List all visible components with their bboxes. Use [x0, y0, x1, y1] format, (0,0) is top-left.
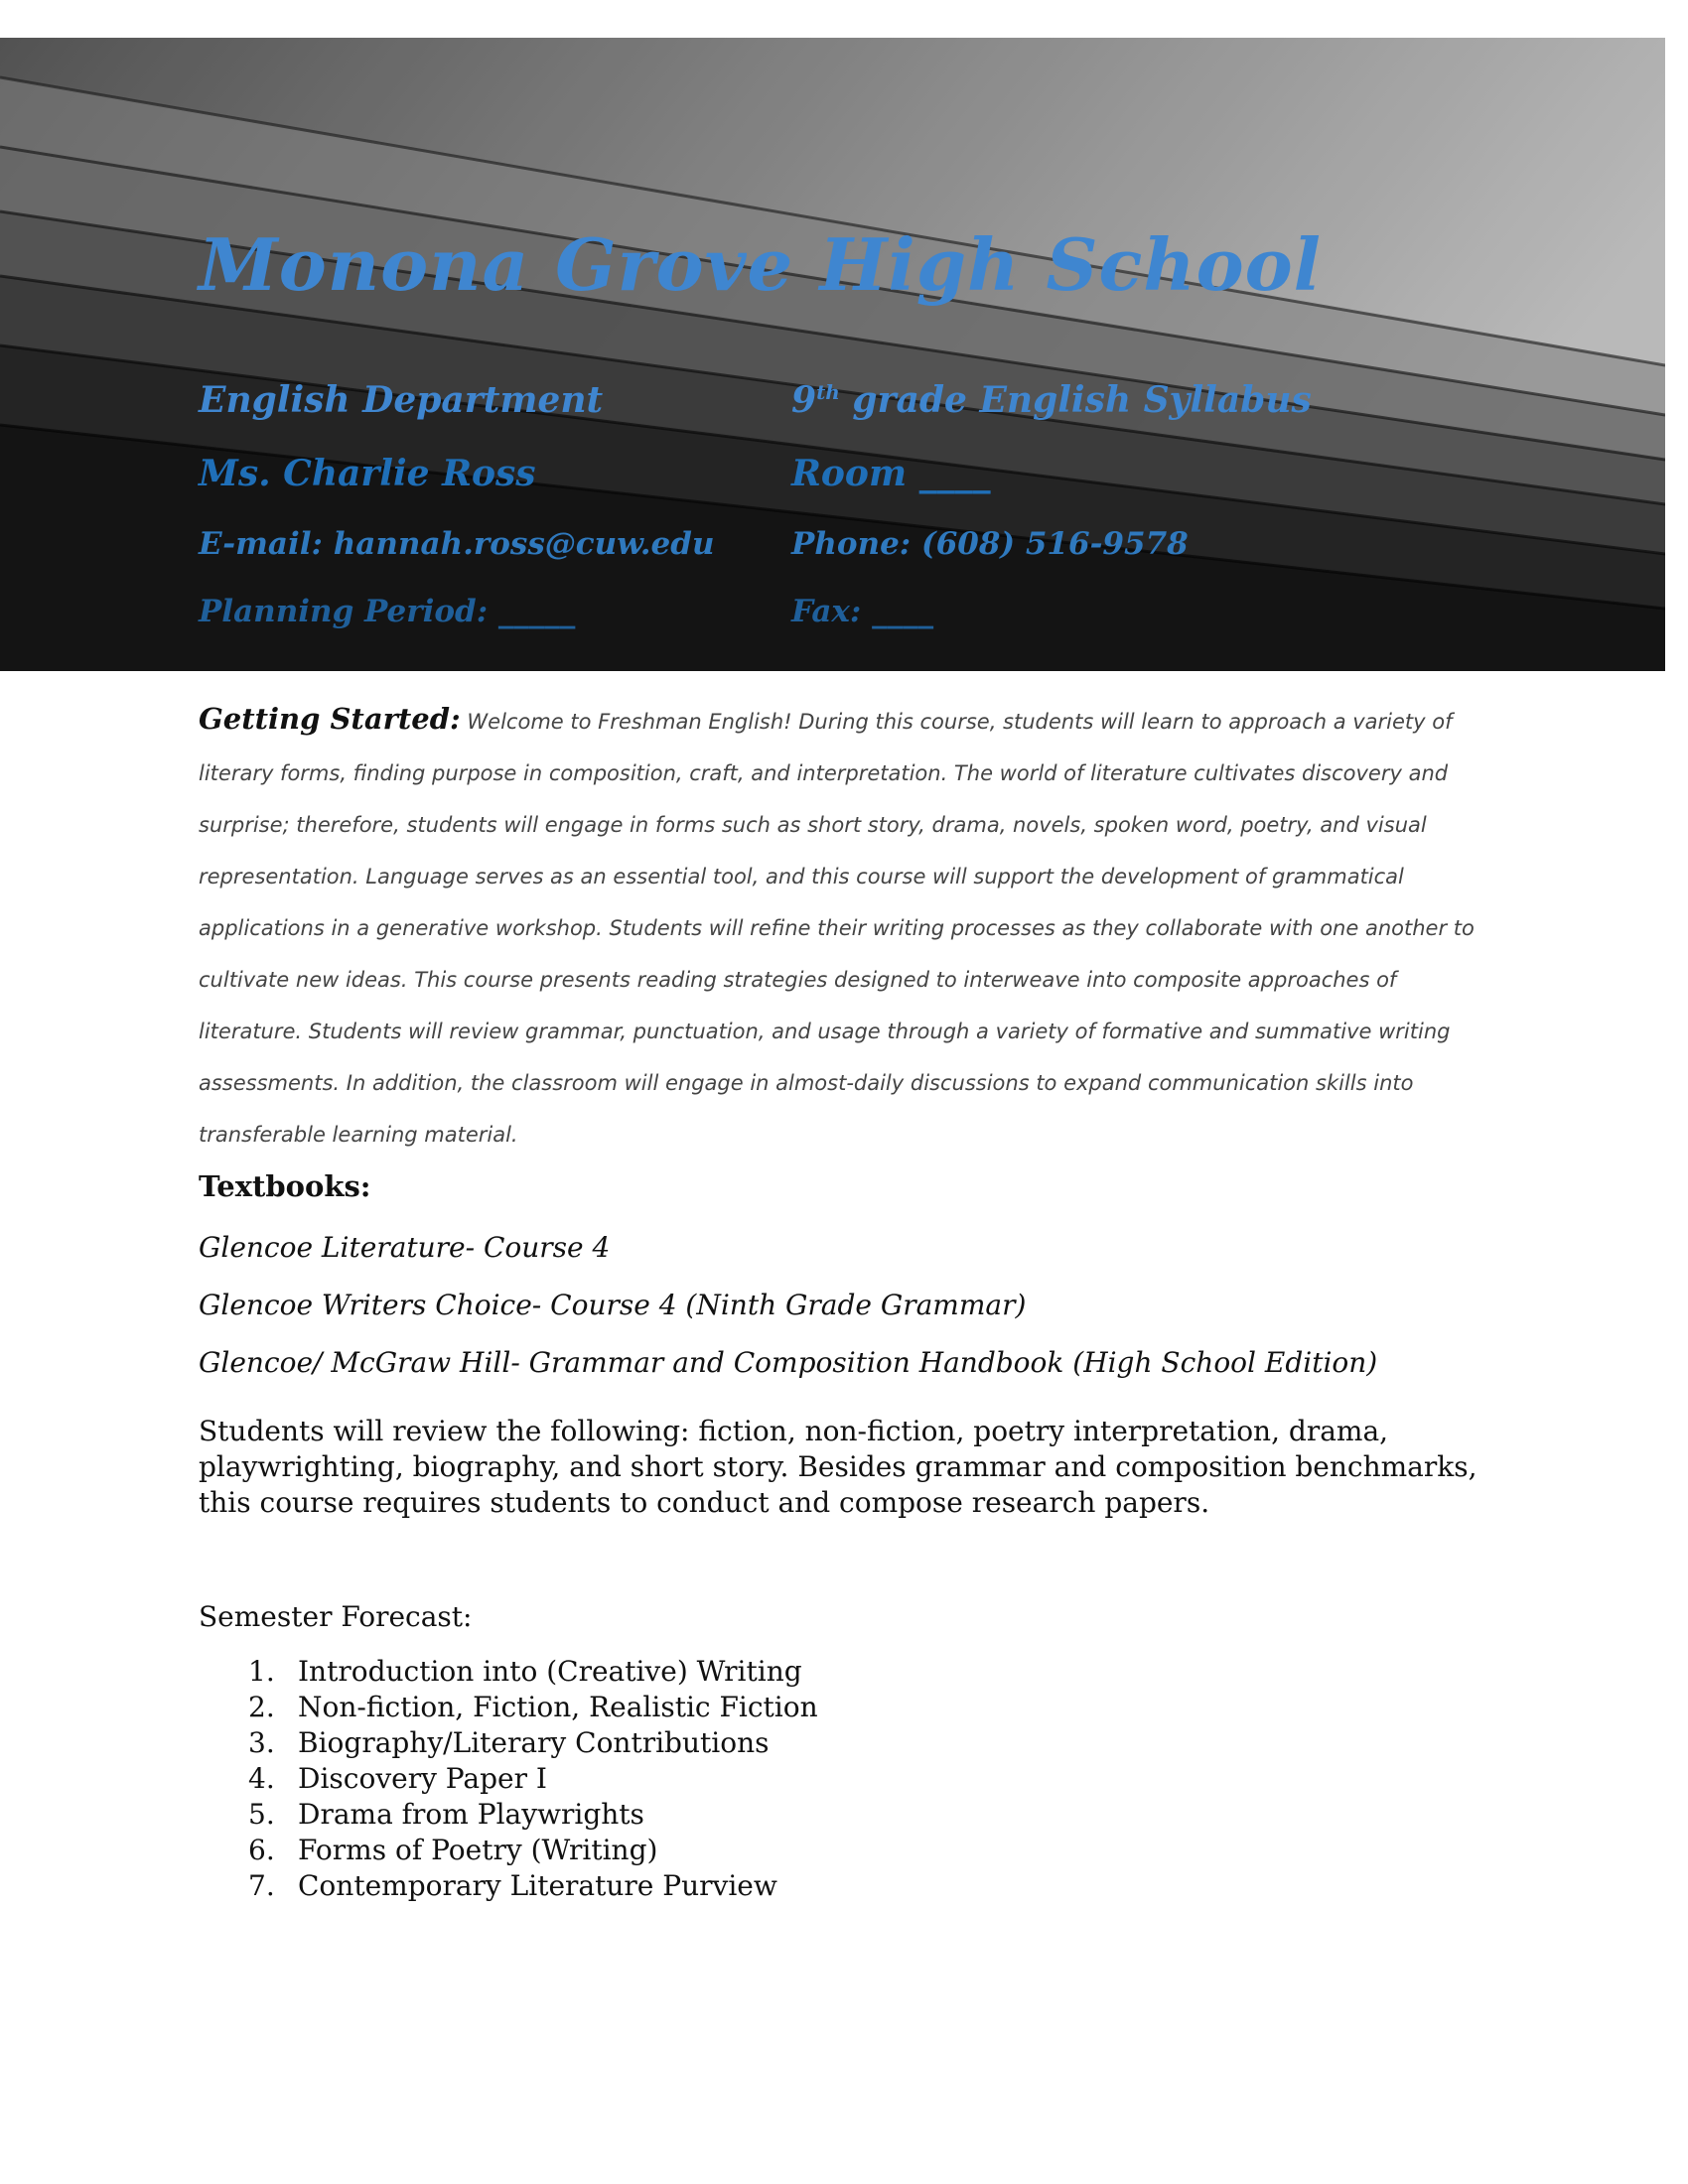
- list-item-text: Contemporary Literature Purview: [298, 1869, 777, 1902]
- getting-started-heading: Getting Started:: [199, 702, 461, 736]
- list-item: [199, 1797, 1092, 1833]
- list-number: 4.: [248, 1762, 275, 1795]
- course-grade-number: 9: [791, 379, 817, 421]
- list-item: [199, 1833, 1092, 1868]
- list-item-text: Introduction into (Creative) Writing: [298, 1655, 802, 1688]
- list-item: [199, 1690, 1092, 1725]
- school-title: Monona Grove High School: [199, 222, 1323, 307]
- course-title: [791, 379, 1312, 421]
- list-item: [199, 1761, 1092, 1797]
- list-number: 7.: [248, 1869, 275, 1902]
- textbook-item: Glencoe/ McGraw Hill- Grammar and Composition Handbook (High School Edition): [199, 1346, 1378, 1379]
- list-item: [199, 1868, 1092, 1904]
- list-number: 6.: [248, 1834, 275, 1866]
- department-label: English Department: [199, 379, 604, 421]
- teacher-name: Ms. Charlie Ross: [199, 453, 536, 494]
- course-title-text: grade English Syllabus: [839, 379, 1312, 421]
- list-item-text: Forms of Poetry (Writing): [298, 1834, 658, 1866]
- textbook-item: Glencoe Writers Choice- Course 4 (Ninth Grade Grammar): [199, 1289, 1027, 1321]
- list-item-text: Drama from Playwrights: [298, 1798, 644, 1831]
- header-content: [0, 38, 1665, 671]
- list-item-text: Non-fiction, Fiction, Realistic Fiction: [298, 1691, 818, 1723]
- list-number: 1.: [248, 1655, 275, 1688]
- list-item: [199, 1654, 1092, 1690]
- textbook-item: Glencoe Literature- Course 4: [199, 1231, 611, 1264]
- review-paragraph: Students will review the following: fiction, non-fiction, poetry interpretation, drama, playwrighting, biography, and short story. Besides grammar and composition benchmarks, this course requires students to conduct and compose research papers.: [199, 1415, 1477, 1519]
- planning-period: Planning Period: _____: [199, 594, 576, 629]
- getting-started-paragraph: [199, 693, 1489, 1160]
- semester-forecast-list: [199, 1654, 1092, 1904]
- teacher-phone: Phone: (608) 516-9578: [791, 526, 1189, 562]
- semester-forecast-label: Semester Forecast:: [199, 1600, 473, 1633]
- header-banner: [0, 38, 1665, 671]
- teacher-email: E-mail: hannah.ross@cuw.edu: [199, 526, 715, 562]
- list-item: [199, 1725, 1092, 1761]
- list-item-text: Discovery Paper I: [298, 1762, 547, 1795]
- list-number: 5.: [248, 1798, 275, 1831]
- list-number: 3.: [248, 1726, 275, 1759]
- room-number: Room ____: [791, 453, 991, 494]
- list-item-text: Biography/Literary Contributions: [298, 1726, 770, 1759]
- fax-number: Fax: ____: [791, 594, 934, 629]
- list-number: 2.: [248, 1691, 275, 1723]
- getting-started-text: Welcome to Freshman English! During this course, students will learn to approach a variety of literary forms, finding purpose in composition, craft, and interpretation. The world of literature cultivates discovery and surprise; therefore, students will engage in forms such as short story, drama, novels, spoken word, poetry, and visual representation. Language serves as an essential tool, and this course will support the development of grammatical applications in a generative workshop. Students will refine their writing processes as they collaborate with one another to cultivate new ideas. This course presents reading strategies designed to interweave into composite approaches of literature. Students will review grammar, punctuation, and usage through a variety of formative and summative writing assessments. In addition, the classroom will engage in almost-daily discussions to expand communication skills into transferable learning material.: [199, 710, 1475, 1147]
- course-grade-suffix: th: [816, 380, 840, 404]
- textbooks-heading: Textbooks:: [199, 1169, 371, 1203]
